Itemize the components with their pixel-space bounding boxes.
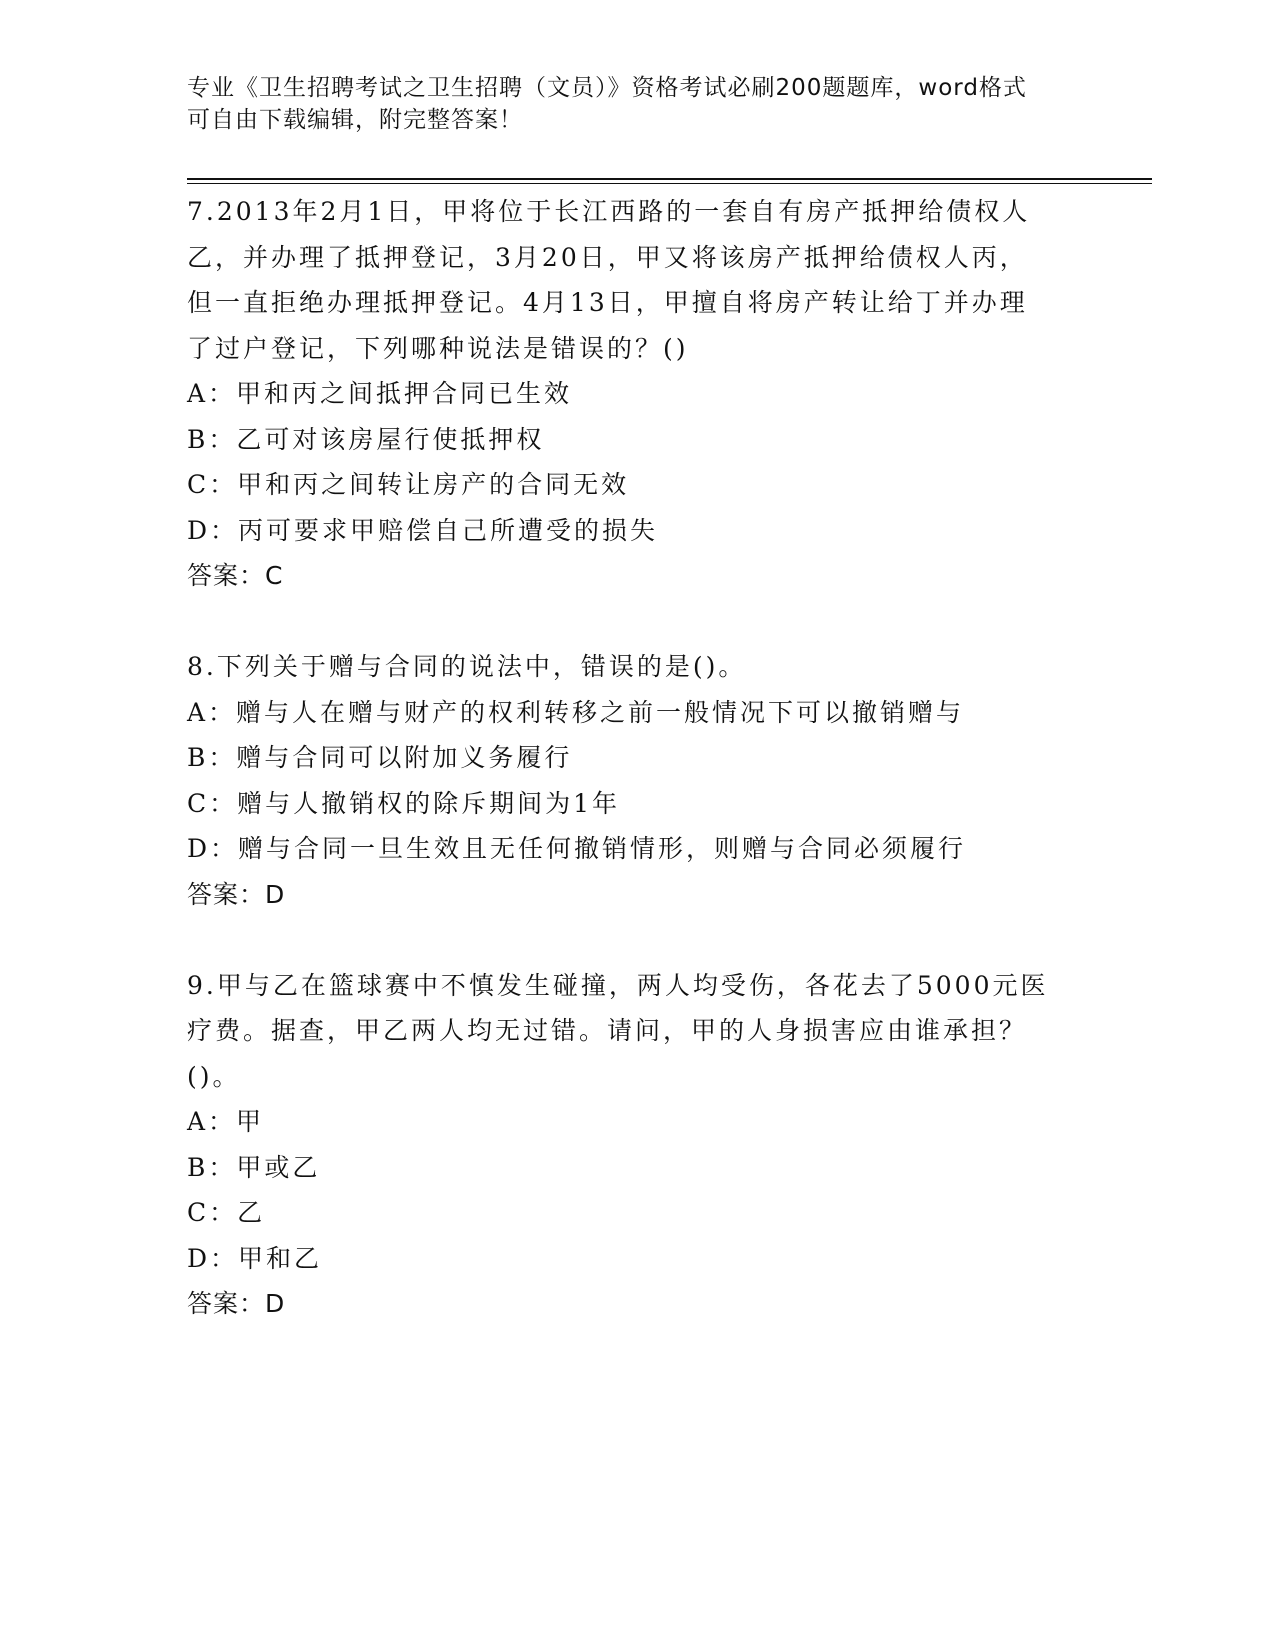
question-9 (187, 963, 1107, 1327)
question-text-line: 乙，并办理了抵押登记，3月20日，甲又将该房产抵押给债权人丙， (187, 242, 1028, 272)
answer-label: 答案：D (187, 879, 286, 909)
option-c: C：甲和丙之间转让房产的合同无效 (187, 470, 630, 499)
question-text-line: ()。 (187, 1061, 241, 1091)
question-text-line: 9.甲与乙在篮球赛中不慎发生碰撞，两人均受伤，各花去了5000元医 (187, 970, 1049, 1000)
question-list (187, 189, 1107, 1327)
header-line-2: 可自由下载编辑，附完整答案！ (187, 107, 523, 133)
option-d: D：赠与合同一旦生效且无任何撤销情形，则赠与合同必须履行 (187, 834, 967, 863)
header-rule-thin (187, 183, 1152, 184)
option-b: B：甲或乙 (187, 1152, 321, 1182)
option-d: D：丙可要求甲赔偿自己所遭受的损失 (187, 515, 659, 545)
header-line-1: 专业《卫生招聘考试之卫生招聘（文员）》资格考试必刷200题题库，word格式 (187, 75, 1027, 101)
option-c: C：赠与人撤销权的除斥期间为1年 (187, 788, 621, 818)
option-b: B：乙可对该房屋行使抵押权 (187, 424, 545, 454)
header-rule-thick (187, 178, 1152, 180)
question-7 (187, 189, 1107, 599)
answer-label: 答案：C (187, 561, 284, 590)
answer-label: 答案：D (187, 1289, 286, 1318)
option-b: B：赠与合同可以附加义务履行 (187, 743, 573, 772)
document-header (187, 72, 1087, 136)
question-text-line: 7.2013年2月1日，甲将位于长江西路的一套自有房产抵押给债权人 (187, 197, 1031, 226)
question-text-line: 了过户登记，下列哪种说法是错误的？() (187, 333, 689, 363)
option-c: C：乙 (187, 1198, 266, 1227)
option-a: A：赠与人在赠与财产的权利转移之前一般情况下可以撤销赠与 (187, 697, 965, 727)
question-text-line: 疗费。据查，甲乙两人均无过错。请问，甲的人身损害应由谁承担？ (187, 1016, 1028, 1045)
question-text-line: 8.下列关于赠与合同的说法中，错误的是()。 (187, 652, 747, 681)
question-8 (187, 644, 1107, 917)
option-d: D：甲和乙 (187, 1243, 323, 1273)
question-text-line: 但一直拒绝办理抵押登记。4月13日，甲擅自将房产转让给丁并办理 (187, 288, 1028, 317)
question-spacer (187, 599, 1107, 645)
question-spacer (187, 917, 1107, 963)
option-a: A：甲和丙之间抵押合同已生效 (187, 379, 573, 408)
option-a: A：甲 (187, 1107, 265, 1136)
